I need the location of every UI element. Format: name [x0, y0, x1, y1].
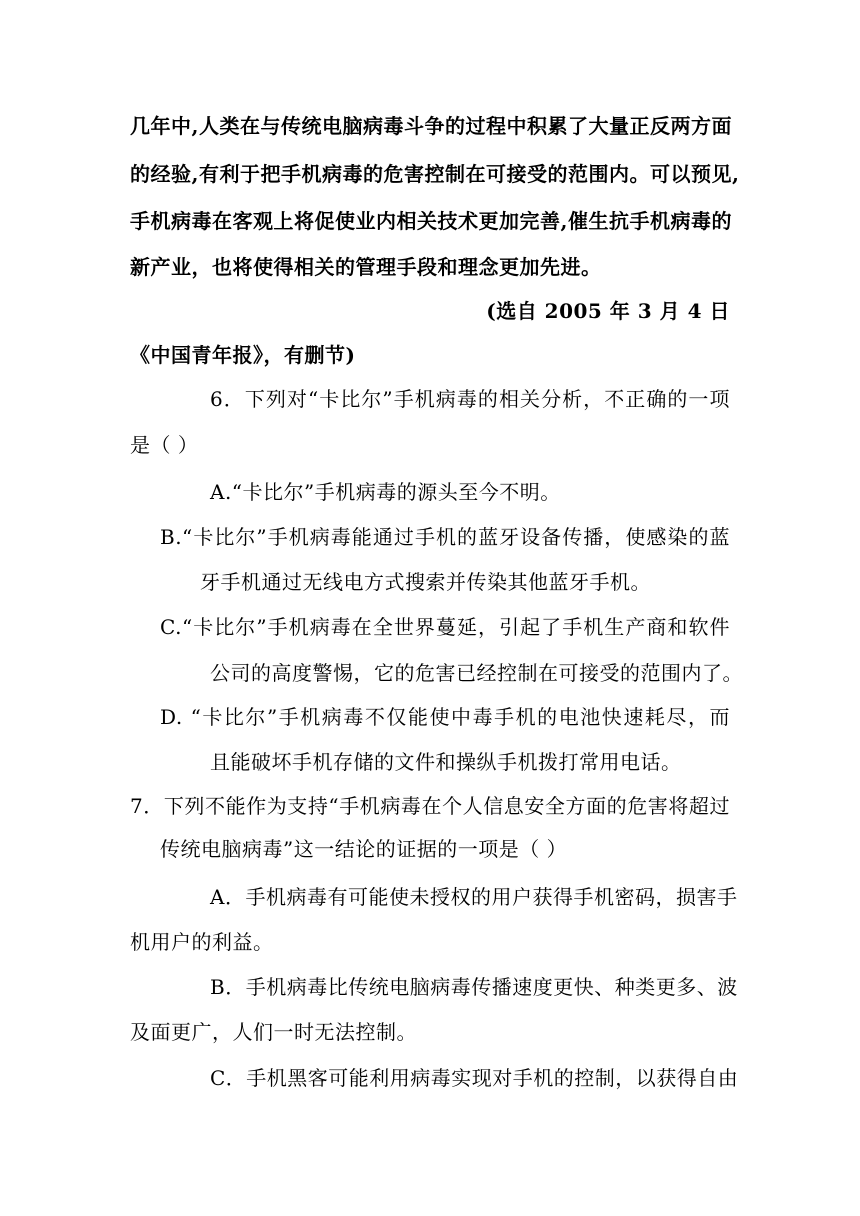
- passage-line: 新产业，也将使得相关的管理手段和理念更加先进。: [130, 255, 602, 279]
- question-6-option-c: C.“卡比尔”手机病毒在全世界蔓延，引起了手机生产商和软件: [160, 615, 730, 639]
- question-6-option-b-continued: 牙手机通过无线电方式搜索并传染其他蓝牙手机。: [200, 570, 651, 594]
- question-7-option-a-continued: 机用户的利益。: [130, 930, 274, 954]
- question-6-option-d: D. “卡比尔”手机病毒不仅能使中毒手机的电池快速耗尽，而: [160, 705, 730, 729]
- question-6-stem-continued: 是（ ）: [130, 433, 199, 457]
- question-7-stem: 7．下列不能作为支持“手机病毒在个人信息安全方面的危害将超过: [130, 794, 730, 818]
- passage-line: 手机病毒在客观上将促使业内相关技术更加完善,催生抗手机病毒的: [130, 209, 732, 233]
- question-6-option-a: A.“卡比尔”手机病毒的源头至今不明。: [210, 480, 561, 504]
- question-7-option-a: A．手机病毒有可能使未授权的用户获得手机密码，损害手: [210, 885, 738, 909]
- question-7-option-c: C．手机黑客可能利用病毒实现对手机的控制，以获得自由: [210, 1066, 739, 1090]
- source-citation-date: (选自 2005 年 3 月 4 日: [486, 299, 730, 323]
- question-6-option-c-continued: 公司的高度警惕，它的危害已经控制在可接受的范围内了。: [210, 661, 743, 685]
- passage-line: 几年中,人类在与传统电脑病毒斗争的过程中积累了大量正反两方面: [130, 114, 732, 138]
- question-6-option-b: B.“卡比尔”手机病毒能通过手机的蓝牙设备传播，使感染的蓝: [160, 525, 730, 549]
- question-7-option-b: B．手机病毒比传统电脑病毒传播速度更快、种类更多、波: [210, 975, 738, 999]
- question-6-stem: 6．下列对“卡比尔”手机病毒的相关分析，不正确的一项: [210, 387, 730, 411]
- source-citation-publication: 《中国青年报》，有删节): [130, 343, 356, 367]
- question-7-option-b-continued: 及面更广，人们一时无法控制。: [130, 1020, 417, 1044]
- question-6-option-d-continued: 且能破坏手机存储的文件和操纵手机拨打常用电话。: [210, 750, 682, 774]
- question-7-stem-continued: 传统电脑病毒”这一结论的证据的一项是（ ）: [160, 837, 568, 861]
- passage-line: 的经验,有利于把手机病毒的危害控制在可接受的范围内。可以预见,: [130, 162, 740, 186]
